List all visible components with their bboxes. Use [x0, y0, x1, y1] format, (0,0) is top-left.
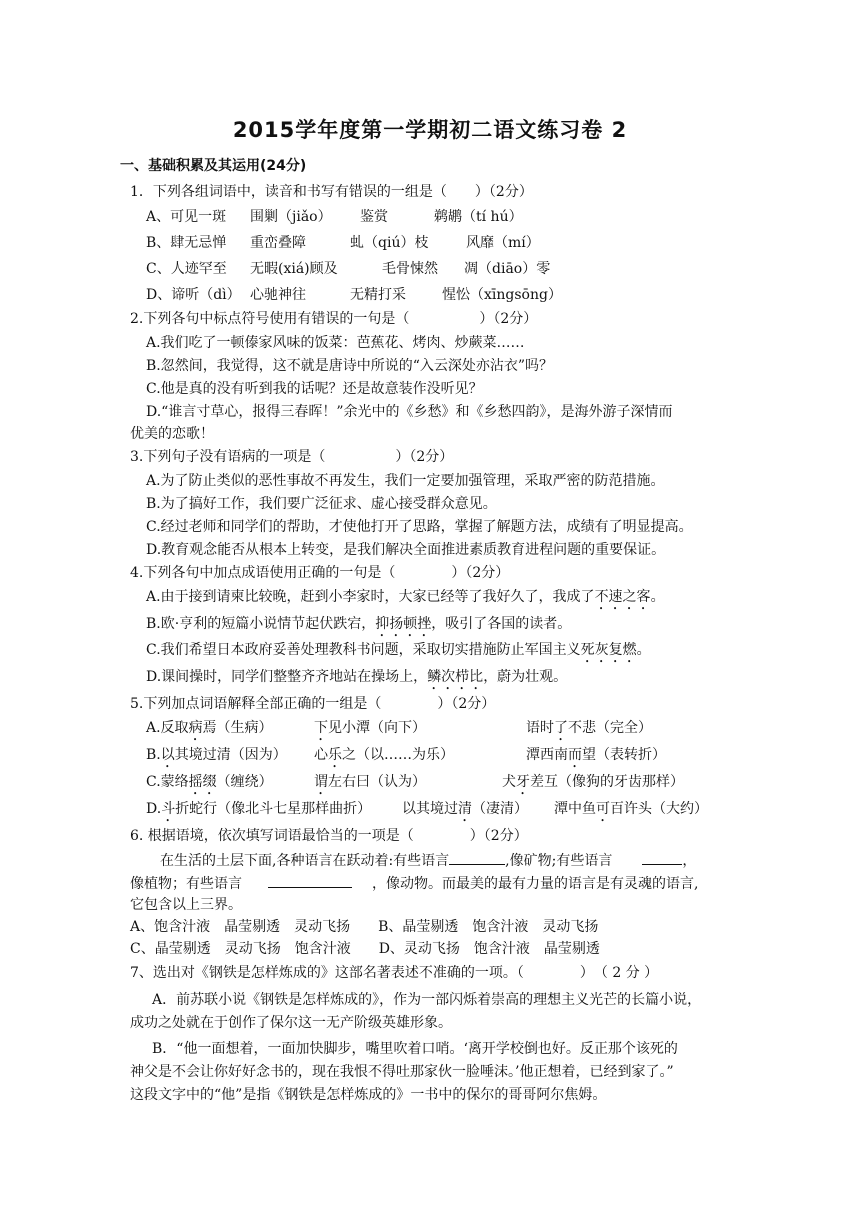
question-5-stem: 5.下列加点词语解释全部正确的一组是（ ）（2分） [130, 696, 496, 712]
dotted-idiom: 死灰复燃 [580, 642, 637, 658]
section-heading: 一、基础积累及其运用(24分) [120, 158, 307, 174]
question-7-stem: 7、选出对《钢铁是怎样炼成的》这部名著表述不准确的一项。（ ） （ 2 分 ） [130, 965, 659, 981]
question-6-options-ab: A、饱含汁液 晶莹剔透 灵动飞扬 B、晶莹剔透 饱含汁液 灵动飞扬 [130, 919, 599, 935]
question-5-option-c: C.蒙络摇缀（缠绕） 谓左右曰（认为） 犬牙差互（像狗的牙齿那样） [146, 774, 684, 790]
question-2-option-d-cont: 优美的恋歌！ [130, 426, 214, 442]
question-7-option-a: A．前苏联小说《钢铁是怎样炼成的》，作为一部闪烁着崇高的理想主义光芒的长篇小说， [152, 992, 702, 1008]
question-1-option-a: A、可见一斑 围剿（jiǎo） 鉴赏 鹈鹕（tí hú） [146, 209, 523, 225]
fill-blank [449, 850, 505, 865]
question-3-option-d: D.教育观念能否从根本上转变，是我们解决全面推进素质教育进程问题的重要保证。 [146, 542, 666, 558]
question-1-option-d: D、谛听（dì） 心驰神往 无精打采 惺忪（xīngsōng） [146, 287, 562, 303]
question-1-option-b: B、肆无忌惮 重峦叠障 虬（qiú）枝 风靡（mí） [146, 235, 540, 251]
question-7-option-a-cont: 成功之处就在于创作了保尔这一无产阶级英雄形象。 [130, 1015, 452, 1031]
question-5-option-d: D.斗折蛇行（像北斗七星那样曲折） 以其境过清（凄清） 潭中鱼可百许头（大约） [146, 801, 708, 817]
question-4-option-c: C.我们希望日本政府妥善处理教科书问题，采取切实措施防止军国主义死灰复燃。 [146, 642, 651, 658]
question-2-option-a: A.我们吃了一顿傣家风味的饭菜：芭蕉花、烤肉、炒蕨菜…… [146, 335, 525, 351]
question-3-option-b: B.为了搞好工作，我们要广泛征求、虚心接受群众意见。 [146, 496, 497, 512]
question-4-option-d: D.课间操时，同学们整整齐齐地站在操场上，鳞次栉比，蔚为壮观。 [146, 669, 568, 685]
question-2-option-b: B.忽然间，我觉得，这不就是唐诗中所说的“入云深处亦沾衣”吗？ [146, 358, 554, 374]
question-6-passage-line-1: 在生活的土层下面,各种语言在跃动着:有些语言 ,像矿物;有些语言 ， [160, 850, 696, 871]
question-7-option-b-cont-2: 这段文字中的“他”是指《钢铁是怎样炼成的》一书中的保尔的哥哥阿尔焦姆。 [130, 1087, 607, 1103]
question-7-option-b-cont: 神父是不会让你好好念书的，现在我恨不得吐那家伙一脸唾沫。’他正想着，已经到家了。” [130, 1064, 674, 1080]
question-2-stem: 2.下列各句中标点符号使用有错误的一句是（ ）（2分） [130, 311, 538, 327]
question-3-option-c: C.经过老师和同学们的帮助，才使他打开了思路，掌握了解题方法，成绩有了明显提高。 [146, 519, 693, 535]
question-2-option-c: C.他是真的没有听到我的话呢？还是故意装作没听见？ [146, 381, 483, 397]
dotted-idiom: 鳞次栉比 [427, 669, 484, 685]
page-title: 2015学年度第一学期初二语文练习卷 2 [232, 118, 628, 142]
fill-blank [642, 850, 682, 865]
question-3-stem: 3.下列句子没有语病的一项是（ ）（2分） [130, 449, 454, 465]
question-3-option-a: A.为了防止类似的恶性事故不再发生，我们一定要加强管理，采取严密的防范措施。 [146, 473, 665, 489]
question-1-stem: 1．下列各组词语中，读音和书写有错误的一组是（ ）（2分） [130, 184, 533, 200]
question-2-option-d: D.“谁言寸草心，报得三春晖！”余光中的《乡愁》和《乡愁四韵》，是海外游子深情而 [146, 404, 673, 420]
dotted-idiom: 抑扬顿挫 [375, 616, 432, 632]
question-4-option-a: A.由于接到请柬比较晚，赶到小李家时，大家已经等了我好久了，我成了不速之客。 [146, 589, 665, 605]
question-5-option-a: A.反取病焉（生病） 下见小潭（向下） 语时了不悲（完全） [146, 720, 652, 736]
dotted-idiom: 不速之客 [594, 589, 651, 605]
question-1-option-c: C、人迹罕至 无暇(xiá)顾及 毛骨悚然 凋（diāo）零 [146, 261, 551, 277]
question-5-option-b: B.以其境过清（因为） 心乐之（以……为乐） 潭西南而望（表转折） [146, 747, 666, 763]
question-4-stem: 4.下列各句中加点成语使用正确的一句是（ ）（2分） [130, 565, 510, 581]
question-6-passage-line-3: 它包含以上三界。 [130, 897, 242, 913]
question-4-option-b: B.欧·亨利的短篇小说情节起伏跌宕，抑扬顿挫，吸引了各国的读者。 [146, 616, 572, 632]
question-6-stem: 6. 根据语境，依次填写词语最恰当的一项是（ ）（2分） [130, 828, 528, 844]
question-7-option-b: B．“他一面想着，一面加快脚步，嘴里吹着口哨。‘离开学校倒也好。反正那个该死的 [152, 1041, 678, 1057]
fill-blank [268, 873, 352, 888]
question-6-passage-line-2: 像植物；有些语言 ，像动物。而最美的最有力量的语言是有灵魂的语言, [130, 873, 698, 894]
question-6-options-cd: C、晶莹剔透 灵动飞扬 饱含汁液 D、灵动飞扬 饱含汁液 晶莹剔透 [130, 941, 600, 957]
